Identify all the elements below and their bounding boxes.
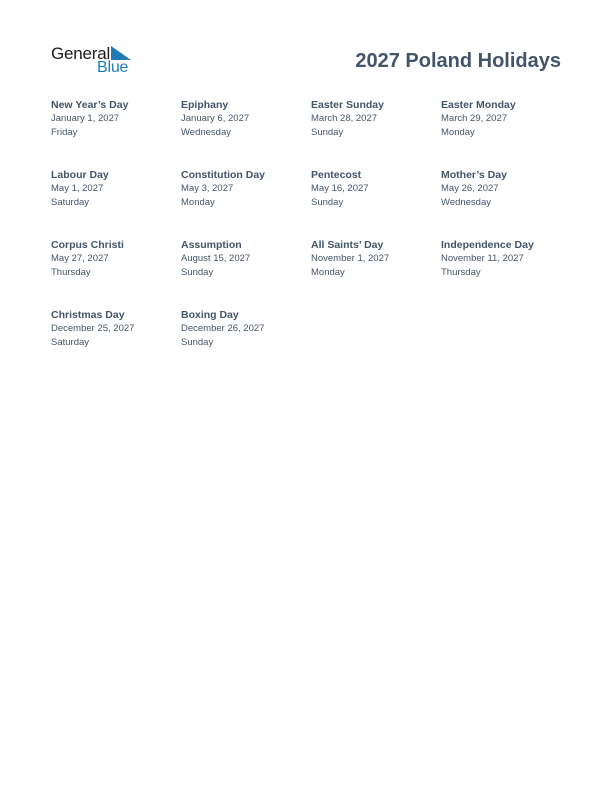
holiday-item [441, 238, 571, 308]
holiday-date: November 11, 2027 [441, 253, 524, 264]
holiday-date: August 15, 2027 [181, 253, 251, 264]
holiday-date: January 1, 2027 [51, 113, 120, 124]
holiday-name: Epiphany [181, 99, 229, 111]
holiday-name: All Saints’ Day [311, 239, 384, 251]
holiday-name: Constitution Day [181, 169, 265, 181]
holiday-date: March 28, 2027 [311, 113, 378, 124]
holiday-name: New Year’s Day [51, 99, 129, 111]
holiday-weekday: Sunday [311, 126, 344, 138]
holiday-item [51, 308, 181, 378]
holiday-item [51, 168, 181, 238]
holiday-date: December 25, 2027 [51, 323, 135, 334]
holiday-item [311, 238, 441, 308]
holiday-date: November 1, 2027 [311, 253, 390, 264]
holiday-item [311, 98, 441, 168]
holiday-date: May 3, 2027 [181, 183, 234, 194]
holiday-name: Christmas Day [51, 309, 125, 321]
holiday-name: Independence Day [441, 239, 534, 251]
logo-triangle-icon [111, 46, 131, 60]
holiday-grid [51, 98, 571, 378]
holiday-weekday: Sunday [181, 336, 214, 348]
holiday-weekday: Monday [441, 126, 475, 138]
holiday-item [51, 238, 181, 308]
holiday-weekday: Saturday [51, 196, 90, 208]
logo-text-general: General [51, 44, 111, 63]
holiday-date: May 27, 2027 [51, 253, 109, 264]
holiday-item [311, 168, 441, 238]
holiday-weekday: Monday [311, 266, 345, 278]
holiday-name: Easter Sunday [311, 99, 384, 111]
holiday-item [51, 98, 181, 168]
holiday-weekday: Friday [51, 126, 78, 138]
holiday-weekday: Saturday [51, 336, 90, 348]
holiday-name: Assumption [181, 239, 242, 251]
holiday-weekday: Wednesday [181, 126, 231, 138]
logo-text-blue: Blue [97, 59, 129, 76]
holiday-item [181, 98, 311, 168]
page-title: 2027 Poland Holidays [355, 50, 561, 72]
holiday-name: Corpus Christi [51, 239, 124, 251]
holiday-weekday: Sunday [181, 266, 214, 278]
holiday-name: Mother’s Day [441, 169, 507, 181]
holiday-name: Pentecost [311, 169, 362, 181]
holiday-weekday: Thursday [51, 266, 91, 278]
holiday-weekday: Wednesday [441, 196, 491, 208]
holiday-date: May 1, 2027 [51, 183, 104, 194]
holiday-item [181, 238, 311, 308]
holiday-date: December 26, 2027 [181, 323, 265, 334]
holiday-item [181, 308, 311, 378]
holiday-name: Labour Day [51, 169, 109, 181]
holiday-weekday: Monday [181, 196, 215, 208]
logo [51, 44, 133, 78]
holiday-weekday: Thursday [441, 266, 481, 278]
holiday-name: Boxing Day [181, 309, 239, 321]
holiday-date: May 26, 2027 [441, 183, 499, 194]
holiday-date: January 6, 2027 [181, 113, 250, 124]
holiday-date: May 16, 2027 [311, 183, 369, 194]
holiday-item [181, 168, 311, 238]
holiday-weekday: Sunday [311, 196, 344, 208]
holiday-item [441, 168, 571, 238]
holiday-item [441, 98, 571, 168]
holiday-name: Easter Monday [441, 99, 516, 111]
holiday-date: March 29, 2027 [441, 113, 508, 124]
